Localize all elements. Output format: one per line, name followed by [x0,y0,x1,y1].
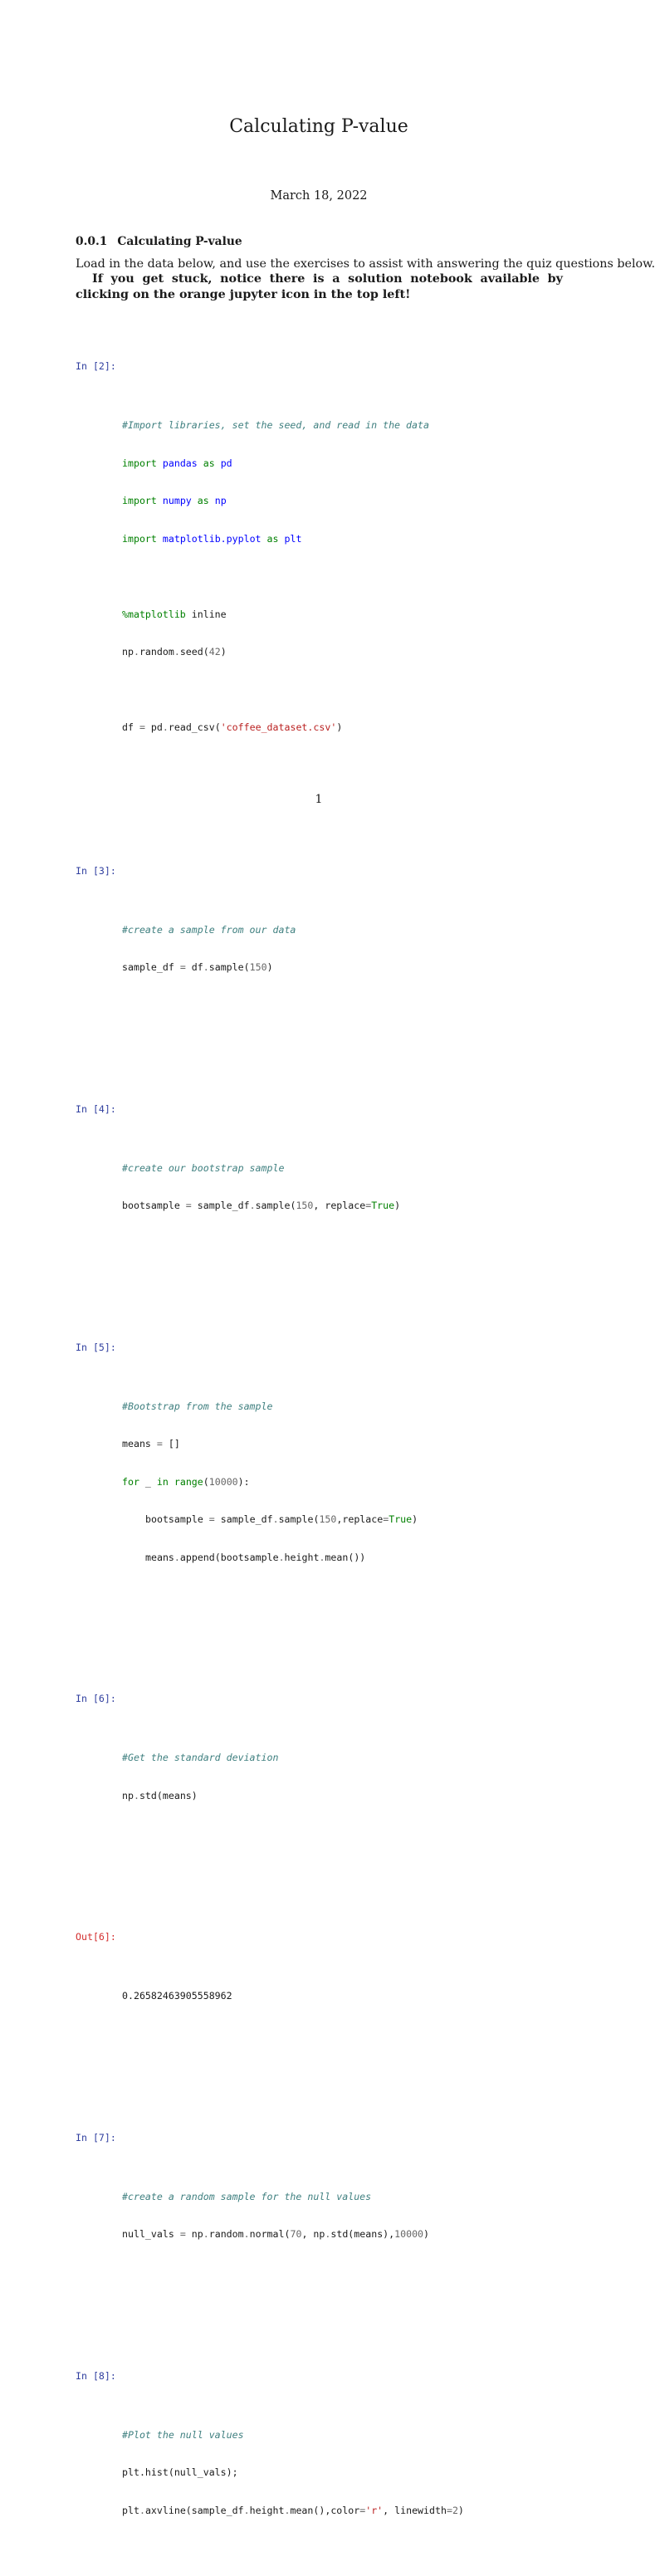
code-text: sample( [278,1513,320,1525]
code-comment: #create our bootstrap sample [122,1161,285,1174]
code-text: height [249,2504,285,2516]
module-alias: pd [220,457,232,469]
code-text: bootsample [145,1513,209,1525]
code-text: inline [185,608,227,620]
module-name: pandas [162,457,198,469]
code-text: means [145,1551,174,1563]
section-heading [76,235,242,248]
boolean-literal: True [389,1513,413,1525]
operator: = [446,2504,452,2516]
code-text: std(means) [139,1789,198,1801]
code-cell-4 [76,1103,464,1260]
code-text: ) [412,1513,418,1525]
code-text: height [284,1551,320,1563]
code-text: mean(),color [290,2504,360,2516]
code-text: ,replace [336,1513,384,1525]
code-text: sample_df [191,1200,250,1211]
operator: = [139,721,145,733]
operator: . [133,646,139,657]
number-literal: 150 [296,1200,314,1211]
cell-prompt: In [8]: [76,2369,116,2382]
code-text: ) [336,721,343,733]
operator: . [272,1513,279,1525]
code-text: np [185,2228,203,2240]
cell-prompt: In [4]: [76,1102,116,1115]
keyword: for [122,1475,139,1488]
magic-command: %matplotlib [122,608,186,620]
page-number: 1 [315,793,323,806]
code-text: sample( [208,961,250,973]
operator: = [156,1438,163,1449]
section-title: Calculating P-value [117,235,242,248]
code-comment: #Get the standard deviation [122,1752,279,1763]
string-literal: 'coffee_dataset.csv' [220,721,337,733]
code-text: bootsample [122,1200,186,1211]
code-text: np [122,646,134,657]
code-text: , replace [313,1200,366,1211]
module-name: numpy [162,495,192,506]
keyword: as [266,532,279,545]
document-date: March 18, 2022 [270,189,368,203]
cell-prompt: In [5]: [76,1341,116,1353]
document-title: Calculating P-value [229,116,408,137]
code-text: ): [237,1475,250,1488]
code-text: np [122,1789,134,1801]
code-text: , linewidth [383,2504,447,2516]
section-number: 0.0.1 [76,235,108,248]
code-text: read_csv( [168,721,221,733]
code-text: ) [423,2228,430,2240]
code-text: axvline(sample_df [144,2504,244,2516]
cell-prompt: In [6]: [76,1693,116,1704]
code-text: random [208,2228,244,2240]
cell-prompt: In [3]: [76,864,116,877]
code-comment: #create a sample from our data [122,923,296,936]
code-text: sample_df [122,961,180,973]
code-text: seed( [179,646,209,657]
keyword: in [156,1475,169,1488]
output-cell-6 [76,1931,464,2051]
code-comment: #Import libraries, set the seed, and read in the data [122,419,429,431]
code-text: null_vals [122,2228,180,2240]
operator: . [203,2228,209,2240]
code-cell-7 [76,2132,464,2289]
operator: = [383,1513,389,1525]
operator: . [243,2228,250,2240]
keyword: import [122,495,157,506]
intro-paragraph: Load in the data below, and use the exercises to assist with answering the quiz questions below. [76,257,655,271]
number-literal: 42 [208,646,221,657]
operator: = [179,961,186,973]
code-text: df [185,961,203,973]
code-cell-8 [76,2370,464,2565]
code-text: sample( [255,1200,296,1211]
code-text: sample_df [214,1513,273,1525]
code-text: ) [457,2504,464,2516]
operator: . [162,721,169,733]
code-text: plt [122,2504,139,2516]
operator: . [325,2228,331,2240]
code-cell-3 [76,865,464,1022]
keyword: as [197,495,209,506]
keyword: as [203,457,215,469]
code-text: means [122,1438,157,1449]
boolean-literal: True [371,1200,395,1211]
code-text: , np [301,2228,325,2240]
keyword: import [122,457,157,469]
code-text: ) [394,1200,401,1211]
operator: . [133,1789,139,1801]
code-text: _ [139,1475,157,1488]
code-text: df [122,721,139,733]
operator: . [284,2504,291,2516]
code-comment: #Plot the null values [122,2428,244,2441]
operator: . [278,1551,285,1563]
operator: . [249,1200,256,1211]
code-text: normal( [249,2228,291,2240]
module-alias: plt [284,532,302,545]
operator: = [365,1200,372,1211]
code-text: pd [144,721,163,733]
cell-prompt: In [2]: [76,360,116,372]
code-comment: #create a random sample for the null values [122,2190,372,2202]
code-cell-2 [76,360,464,782]
builtin-function: range [174,1475,203,1488]
operator: . [203,961,209,973]
number-literal: 150 [249,961,267,973]
operator: . [243,2504,250,2516]
code-text: [] [162,1438,180,1449]
operator: . [319,1551,325,1563]
module-alias: np [214,495,227,506]
string-literal: 'r' [365,2504,384,2516]
code-text: ) [220,646,227,657]
code-cell-6 [76,1693,464,1850]
operator: = [185,1200,192,1211]
code-text: append(bootsample [179,1551,279,1563]
code-text [169,1476,174,1488]
operator: = [359,2504,366,2516]
code-text: ( [203,1475,209,1488]
operator: = [179,2228,186,2240]
hint-paragraph: If you get stuck, notice there is a solution notebook available by clicking on the orange jupyter icon in the top left! [76,272,563,301]
code-text: mean()) [325,1551,366,1563]
code-cell-5 [76,1342,464,1612]
module-name: matplotlib.pyplot [162,532,262,545]
code-text: std(means), [330,2228,395,2240]
operator: = [208,1513,215,1525]
keyword: import [122,532,157,545]
operator: . [139,2504,145,2516]
code-text: plt.hist(null_vals); [122,2466,238,2478]
code-comment: #Bootstrap from the sample [122,1400,273,1412]
code-text: ) [266,961,273,973]
output-prompt: Out[6]: [76,1931,116,1943]
number-literal: 10000 [394,2228,424,2240]
cell-prompt: In [7]: [76,2131,116,2143]
number-literal: 150 [319,1513,337,1525]
code-text: random [139,646,174,657]
operator: . [174,646,180,657]
number-literal: 2 [452,2504,458,2516]
operator: . [174,1551,180,1563]
number-literal: 10000 [208,1475,238,1488]
output-value: 0.26582463905558962 [122,1990,232,2002]
number-literal: 70 [290,2228,302,2240]
notebook-cells [76,314,464,2576]
